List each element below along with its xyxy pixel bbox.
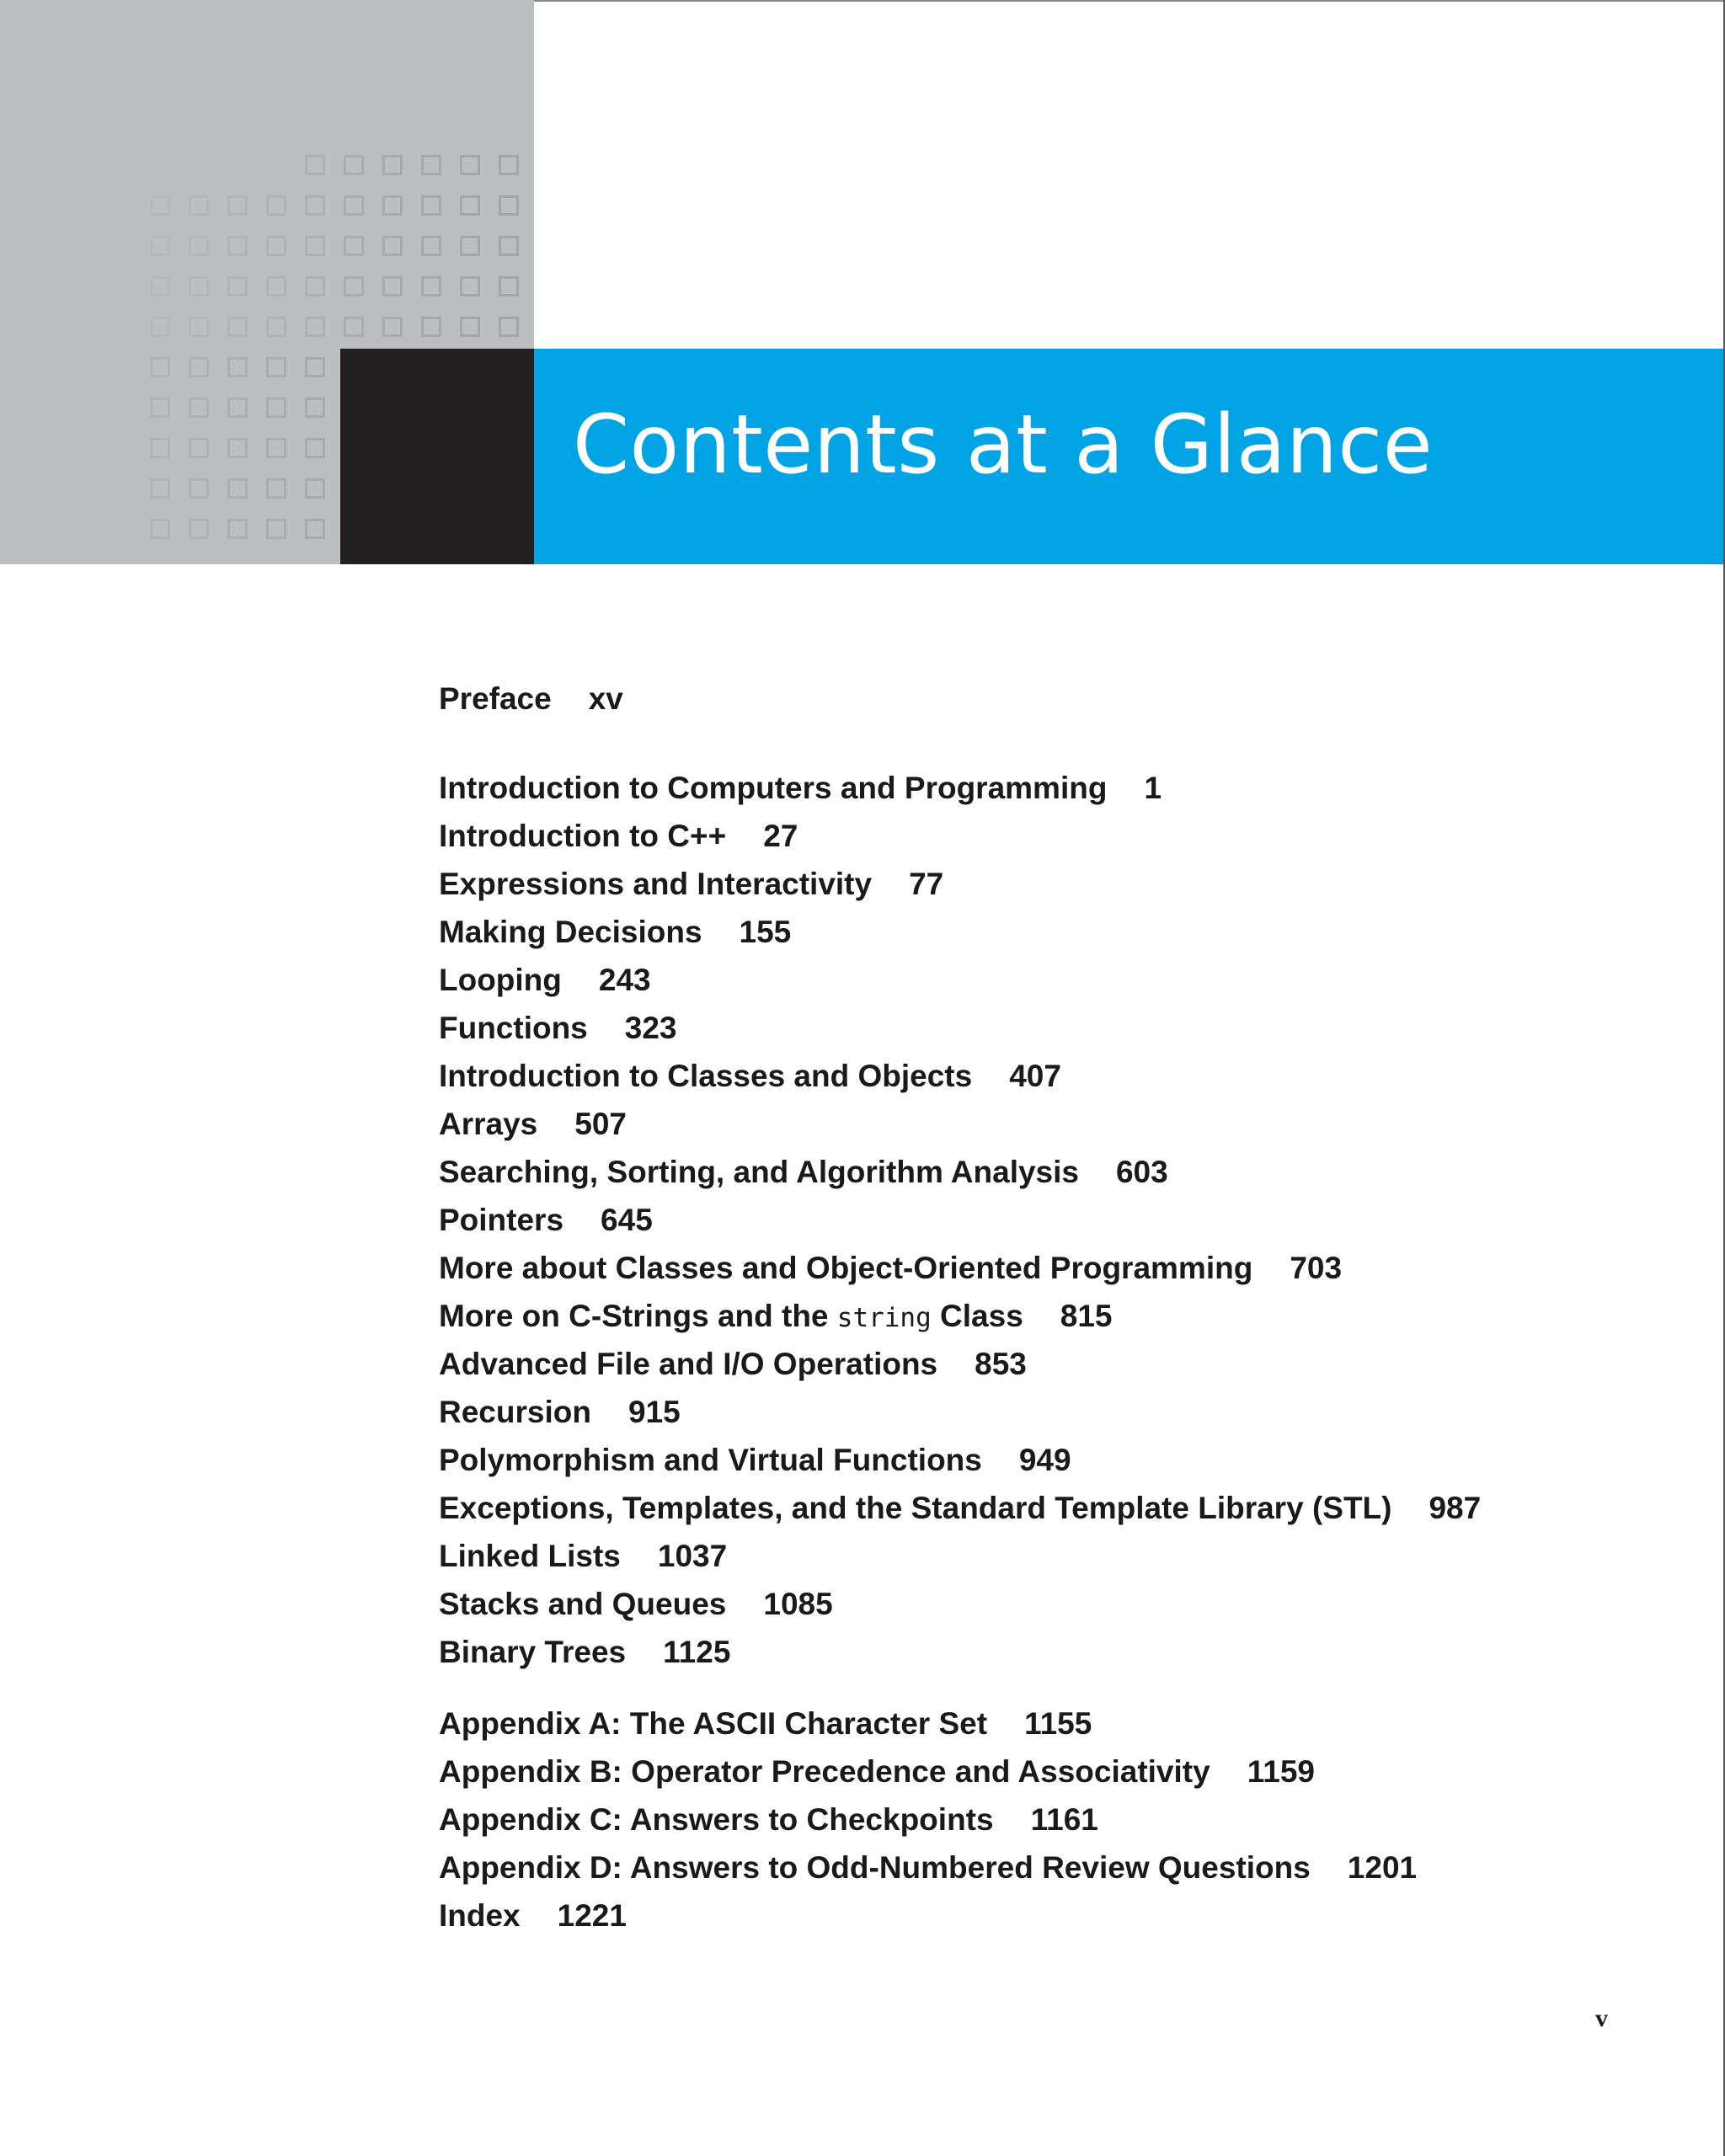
decorative-square: [266, 478, 286, 499]
toc-entry-page: 1: [1144, 771, 1162, 805]
decorative-square: [189, 438, 209, 458]
toc-entry-label: Appendix B:: [439, 1754, 622, 1789]
decorative-square: [344, 276, 364, 296]
decorative-square: [150, 276, 170, 296]
toc-entry-page: 703: [1290, 1251, 1343, 1285]
header-black-block: [340, 349, 534, 564]
toc-entry-page: 987: [1429, 1491, 1482, 1525]
toc-entry-title: More on C-Strings and the string Class: [439, 1299, 1023, 1333]
decorative-square: [499, 276, 519, 296]
page-top-border: [534, 0, 1725, 2]
toc-entry-title: Searching, Sorting, and Algorithm Analysis: [439, 1155, 1079, 1189]
decorative-square: [499, 195, 519, 216]
toc-entry-label: Appendix C:: [439, 1802, 622, 1837]
decorative-square: [305, 478, 325, 499]
toc-entry-page: 1125: [663, 1635, 731, 1669]
decorative-square: [344, 195, 364, 216]
decorative-square: [344, 236, 364, 256]
toc-entry-title: Looping: [439, 963, 562, 997]
toc-entry-title: Introduction to Classes and Objects: [439, 1059, 973, 1093]
decorative-square: [266, 276, 286, 296]
decorative-square: [227, 398, 248, 418]
decorative-square: [150, 398, 170, 418]
inline-code: string: [836, 1303, 932, 1333]
toc-entry-title: Recursion: [439, 1395, 591, 1429]
decorative-square: [150, 478, 170, 499]
toc-entry-page: xv: [588, 681, 623, 716]
toc-entry-title: Linked Lists: [439, 1539, 621, 1573]
decorative-square: [227, 276, 248, 296]
decorative-square: [499, 317, 519, 337]
decorative-square: [150, 317, 170, 337]
toc-entry-title: Operator Precedence and Associativity: [631, 1754, 1210, 1789]
toc-entry-title: Answers to Checkpoints: [629, 1802, 994, 1837]
decorative-square: [305, 195, 325, 216]
toc-entry-title: The ASCII Character Set: [629, 1706, 988, 1741]
decorative-square: [460, 276, 480, 296]
toc-entry-title: Advanced File and I/O Operations: [439, 1347, 938, 1381]
decorative-square: [499, 155, 519, 175]
decorative-square: [266, 236, 286, 256]
decorative-square: [227, 478, 248, 499]
decorative-square: [305, 357, 325, 377]
decorative-square: [189, 317, 209, 337]
decorative-square: [266, 317, 286, 337]
decorative-square: [421, 276, 441, 296]
decorative-square: [227, 438, 248, 458]
decorative-square: [305, 155, 325, 175]
decorative-square: [421, 195, 441, 216]
decorative-square: [382, 236, 403, 256]
decorative-square: [305, 236, 325, 256]
decorative-square: [266, 195, 286, 216]
toc-entry-title: Exceptions, Templates, and the Standard Template Library (STL): [439, 1491, 1392, 1525]
toc-entry-title: Preface: [439, 681, 552, 716]
toc-entry-label: Appendix D:: [439, 1850, 622, 1885]
decorative-square: [382, 195, 403, 216]
decorative-square: [421, 155, 441, 175]
toc-entry-title: Making Decisions: [439, 915, 702, 949]
toc-entry-page: 1159: [1247, 1754, 1315, 1789]
toc-entry-title: Binary Trees: [439, 1635, 627, 1669]
decorative-square: [382, 317, 403, 337]
toc-entry-page: 243: [598, 963, 651, 997]
decorative-square: [382, 155, 403, 175]
decorative-square: [150, 357, 170, 377]
decorative-square: [266, 438, 286, 458]
decorative-square: [189, 236, 209, 256]
decorative-square: [460, 317, 480, 337]
decorative-square: [305, 317, 325, 337]
toc-entry-page: 1155: [1024, 1706, 1092, 1741]
toc-entry-page: 603: [1115, 1155, 1168, 1189]
toc-entry-title: Index: [439, 1898, 521, 1933]
decorative-square: [305, 398, 325, 418]
toc-entry-title: Expressions and Interactivity: [439, 867, 873, 901]
toc-entry-page: 915: [628, 1395, 681, 1429]
decorative-square: [189, 357, 209, 377]
decorative-square: [421, 236, 441, 256]
toc-entry-page: 27: [763, 819, 798, 853]
toc-entry-title: More about Classes and Object-Oriented Programming: [439, 1251, 1253, 1285]
toc-entry-page: 645: [601, 1203, 653, 1237]
page-title: Contents at a Glance: [573, 398, 1434, 492]
decorative-square: [227, 357, 248, 377]
decorative-square: [344, 155, 364, 175]
decorative-square: [150, 195, 170, 216]
decorative-square: [305, 519, 325, 539]
toc-entry-page: 77: [909, 867, 944, 901]
toc-entry-title: Introduction to Computers and Programming: [439, 771, 1108, 805]
toc-entry-page: 1221: [557, 1898, 627, 1933]
toc-entry-page: 1161: [1030, 1802, 1098, 1837]
decorative-square: [150, 438, 170, 458]
toc-entry-title: Introduction to C++: [439, 819, 727, 853]
decorative-square: [266, 398, 286, 418]
decorative-square: [266, 357, 286, 377]
decorative-square: [150, 519, 170, 539]
decorative-square: [189, 519, 209, 539]
toc-entry-title: Answers to Odd-Numbered Review Questions: [629, 1850, 1311, 1885]
decorative-square: [150, 236, 170, 256]
decorative-square: [227, 195, 248, 216]
toc-entry-title: Arrays: [439, 1107, 538, 1141]
decorative-square: [266, 519, 286, 539]
toc-entry-page: 323: [624, 1011, 677, 1045]
decorative-square: [189, 478, 209, 499]
toc-entry-title: Stacks and Queues: [439, 1587, 727, 1621]
decorative-square: [499, 236, 519, 256]
toc-entry-title: Functions: [439, 1011, 588, 1045]
decorative-square: [305, 438, 325, 458]
toc-entry-label: Appendix A:: [439, 1706, 622, 1741]
toc-entry-page: 815: [1060, 1299, 1113, 1333]
toc-entry-title: Pointers: [439, 1203, 564, 1237]
decorative-square: [227, 519, 248, 539]
decorative-square: [421, 317, 441, 337]
toc-entry-page: 407: [1009, 1059, 1061, 1093]
decorative-square: [227, 317, 248, 337]
decorative-square: [305, 276, 325, 296]
decorative-square: [189, 195, 209, 216]
toc-entry-title: Polymorphism and Virtual Functions: [439, 1443, 982, 1477]
toc-entry-page: 1037: [657, 1539, 728, 1573]
decorative-square: [189, 398, 209, 418]
decorative-square: [460, 195, 480, 216]
decorative-square: [460, 236, 480, 256]
decorative-square: [382, 276, 403, 296]
toc-entry-page: 853: [975, 1347, 1027, 1381]
toc-entry-page: 155: [739, 915, 792, 949]
decorative-square: [460, 155, 480, 175]
toc-entry-page: 1201: [1347, 1850, 1418, 1885]
toc-entry-page: 949: [1018, 1443, 1071, 1477]
decorative-square: [344, 317, 364, 337]
decorative-square: [189, 276, 209, 296]
toc-entry-page: 507: [574, 1107, 627, 1141]
toc-entry-page: 1085: [763, 1587, 833, 1621]
decorative-square: [227, 236, 248, 256]
page-number: v: [1595, 2004, 1608, 2032]
